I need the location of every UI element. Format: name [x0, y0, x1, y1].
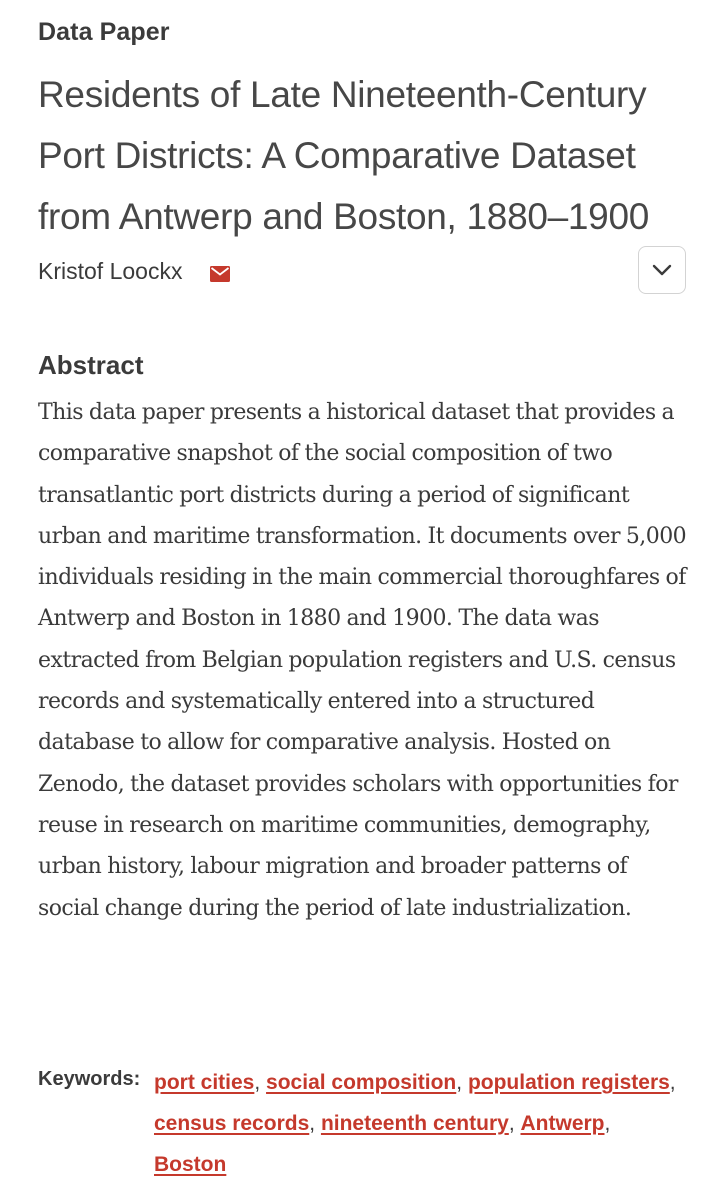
author-row: [38, 254, 686, 298]
chevron-down-icon: [651, 263, 673, 277]
article-title: Residents of Late Nineteenth-Century Port Districts: A Comparative Dataset from Antwerp and Boston, 1880–1900: [38, 74, 650, 237]
keyword-separator: ,: [669, 1071, 676, 1094]
article-type-label: Data Paper: [38, 18, 170, 46]
abstract-text: This data paper presents a historical dataset that provides a comparative snapshot of the social composition of two transatlantic port districts during a period of significant urban and maritime transformation. It documents over 5,000 individuals residing in the main commercial thoroughfares of Antwerp and Boston in 1880 and 1900. The data was extracted from Belgian population registers and U.S. census records and systematically entered into a structured database to allow for comparative analysis. Hosted on Zenodo, the dataset provides scholars with opportunities for reuse in research on maritime communities, demography, urban history, labour migration and broader patterns of social change during the period of late industrialization.: [38, 400, 687, 921]
abstract-heading: Abstract: [38, 350, 144, 380]
keyword-link-census-records[interactable]: census records: [154, 1112, 310, 1135]
keywords-list: [154, 1062, 684, 1185]
keyword-separator: ,: [309, 1112, 316, 1135]
keyword-link-antwerp[interactable]: Antwerp: [520, 1112, 605, 1135]
keyword-link-port-cities[interactable]: port cities: [154, 1071, 255, 1094]
author-expand-button[interactable]: [638, 246, 686, 294]
keyword-link-population-registers[interactable]: population registers: [467, 1071, 670, 1094]
keyword-link-nineteenth-century[interactable]: nineteenth century: [320, 1112, 509, 1135]
keyword-link-social-composition[interactable]: social composition: [266, 1071, 457, 1094]
keyword-separator: ,: [254, 1071, 261, 1094]
envelope-icon-graphic: [210, 266, 230, 282]
keyword-separator: ,: [604, 1112, 611, 1135]
author-name[interactable]: Kristof Loockx: [38, 258, 183, 284]
keyword-separator: ,: [456, 1071, 463, 1094]
keyword-separator: ,: [508, 1112, 515, 1135]
keywords-label: Keywords:: [38, 1068, 141, 1090]
keyword-link-boston[interactable]: Boston: [154, 1153, 227, 1176]
envelope-icon[interactable]: [210, 266, 230, 282]
